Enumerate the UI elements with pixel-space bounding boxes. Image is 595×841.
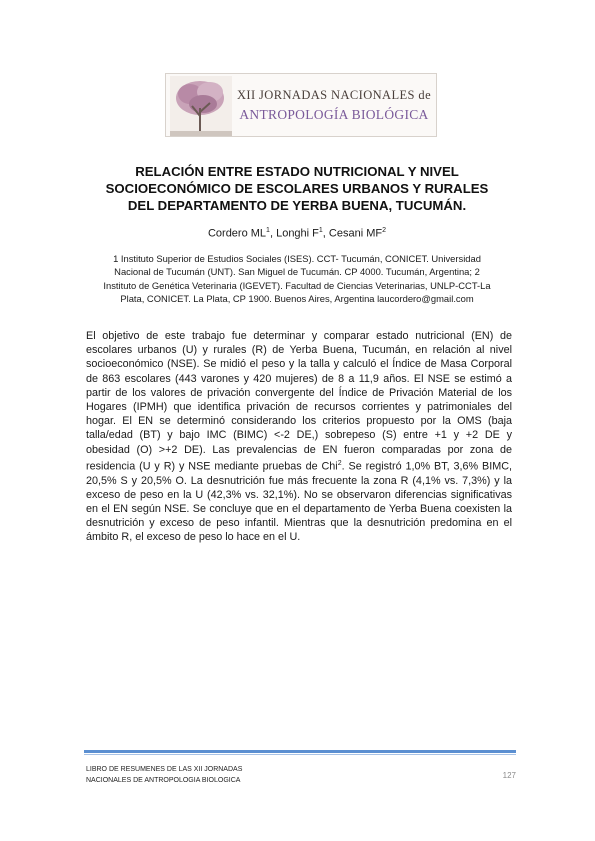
footer-divider: [84, 750, 516, 753]
abstract-line: hogar. El EN se determinó considerando los criterios propuesto por la OMS (baja: [86, 415, 512, 428]
affiliations: [92, 252, 502, 305]
author-affiliation-mark: 1: [318, 227, 323, 234]
author-affiliation-mark: 1: [266, 227, 270, 234]
banner-title-line1: XII JORNADAS NACIONALES de: [236, 88, 432, 102]
abstract-body: [86, 329, 512, 545]
abstract-line: socioeconómico (NSE). Se midió el peso y la talla y calculó el Índice de Masa Corporal: [86, 358, 512, 371]
abstract-line: [86, 457, 512, 474]
abstract-line: ámbito R, el exceso de peso lo hace en el U.: [86, 531, 301, 544]
conference-banner: [165, 73, 437, 137]
paper-title: [80, 163, 514, 214]
footer-divider-thin: [84, 754, 516, 755]
abstract-line: Hogares (IPMH) que identifica privación de recursos corrientes y patrimoniales del: [86, 401, 512, 414]
abstract-line: talla/edad (BT) y bajo IMC (BIMC) <-2 DE,) sobrepeso (S) entre +1 y +2 DE y: [86, 429, 512, 442]
abstract-line: partir de los valores de privación convergente del Índice de Privación Material de los: [86, 386, 512, 399]
affiliation-line: Instituto de Genética Veterinaria (IGEVET). Facultad de Ciencias Veterinarias, UNLP-CCT-La: [103, 279, 491, 291]
abstract-text: . Se registró 1,0% BT, 3,6% BIMC,: [341, 460, 512, 473]
title-line: RELACIÓN ENTRE ESTADO NUTRICIONAL Y NIVEL: [135, 164, 459, 179]
footer-line: NACIONALES DE ANTROPOLOGIA BIOLOGICA: [86, 777, 241, 784]
superscript: 2: [337, 459, 342, 467]
affiliation-line: Plata, CONICET. La Plata, CP 1900. Buenos Aires, Argentina laucordero@gmail.com: [120, 292, 474, 304]
page-number: 127: [502, 771, 516, 780]
abstract-line: de 863 escolares (443 varones y 420 mujeres) de 8 a 11,9 años. El NSE se estimó a: [86, 372, 512, 385]
affiliation-line: 1 Instituto Superior de Estudios Sociales (ISES). CCT- Tucumán, CONICET. Universidad: [113, 253, 481, 264]
author-separator: ,: [322, 227, 329, 240]
abstract-line: en el EN según NSE. Se concluye que en el departamento de Yerba Buena coexisten la: [86, 503, 512, 516]
author-separator: ,: [269, 227, 277, 240]
author-name: Cesani MF: [328, 227, 383, 240]
abstract-line: desnutrición y exceso de peso infantil. Mientras que la desnutrición predomina en el: [86, 517, 512, 530]
abstract-line: exceso de peso en la U (42,3% vs. 32,1%). No se observaron diferencias significativas: [86, 488, 512, 501]
abstract-line: escolares urbanos (U) y rurales (R) de Yerba Buena, Tucumán, en relación al nivel: [86, 344, 512, 357]
author-name: Cordero ML: [207, 227, 267, 240]
abstract-text: residencia (U y R) y NSE mediante pruebas de Chi: [86, 460, 338, 473]
tree-logo-icon: [170, 76, 232, 136]
title-line: DEL DEPARTAMENTO DE YERBA BUENA, TUCUMÁN.: [127, 198, 467, 213]
abstract-line: El objetivo de este trabajo fue determinar y comparar estado nutricional (EN) de: [86, 330, 512, 342]
footer-line: LIBRO DE RESUMENES DE LAS XII JORNADAS: [86, 766, 243, 773]
abstract-line: 20,5% S y 20,5% O. La desnutrición fue más frecuente la zona R (4,1% vs. 7,3%) y la: [86, 474, 512, 487]
banner-title-line2: ANTROPOLOGÍA BIOLÓGICA: [239, 107, 429, 122]
title-line: SOCIOECONÓMICO DE ESCOLARES URBANOS Y RURALES: [105, 181, 489, 196]
abstract-line: obesidad (O) >+2 DE). Las prevalencias de EN fueron comparadas por zona de: [86, 443, 512, 456]
affiliation-line: Nacional de Tucumán (UNT). San Miguel de Tucumán. CP 4000. Tucumán, Argentina; 2: [114, 266, 480, 278]
author-affiliation-mark: 2: [382, 227, 387, 234]
footer-book-title: [86, 764, 386, 786]
author-list: [80, 227, 514, 240]
author-name: Longhi F: [276, 227, 319, 240]
